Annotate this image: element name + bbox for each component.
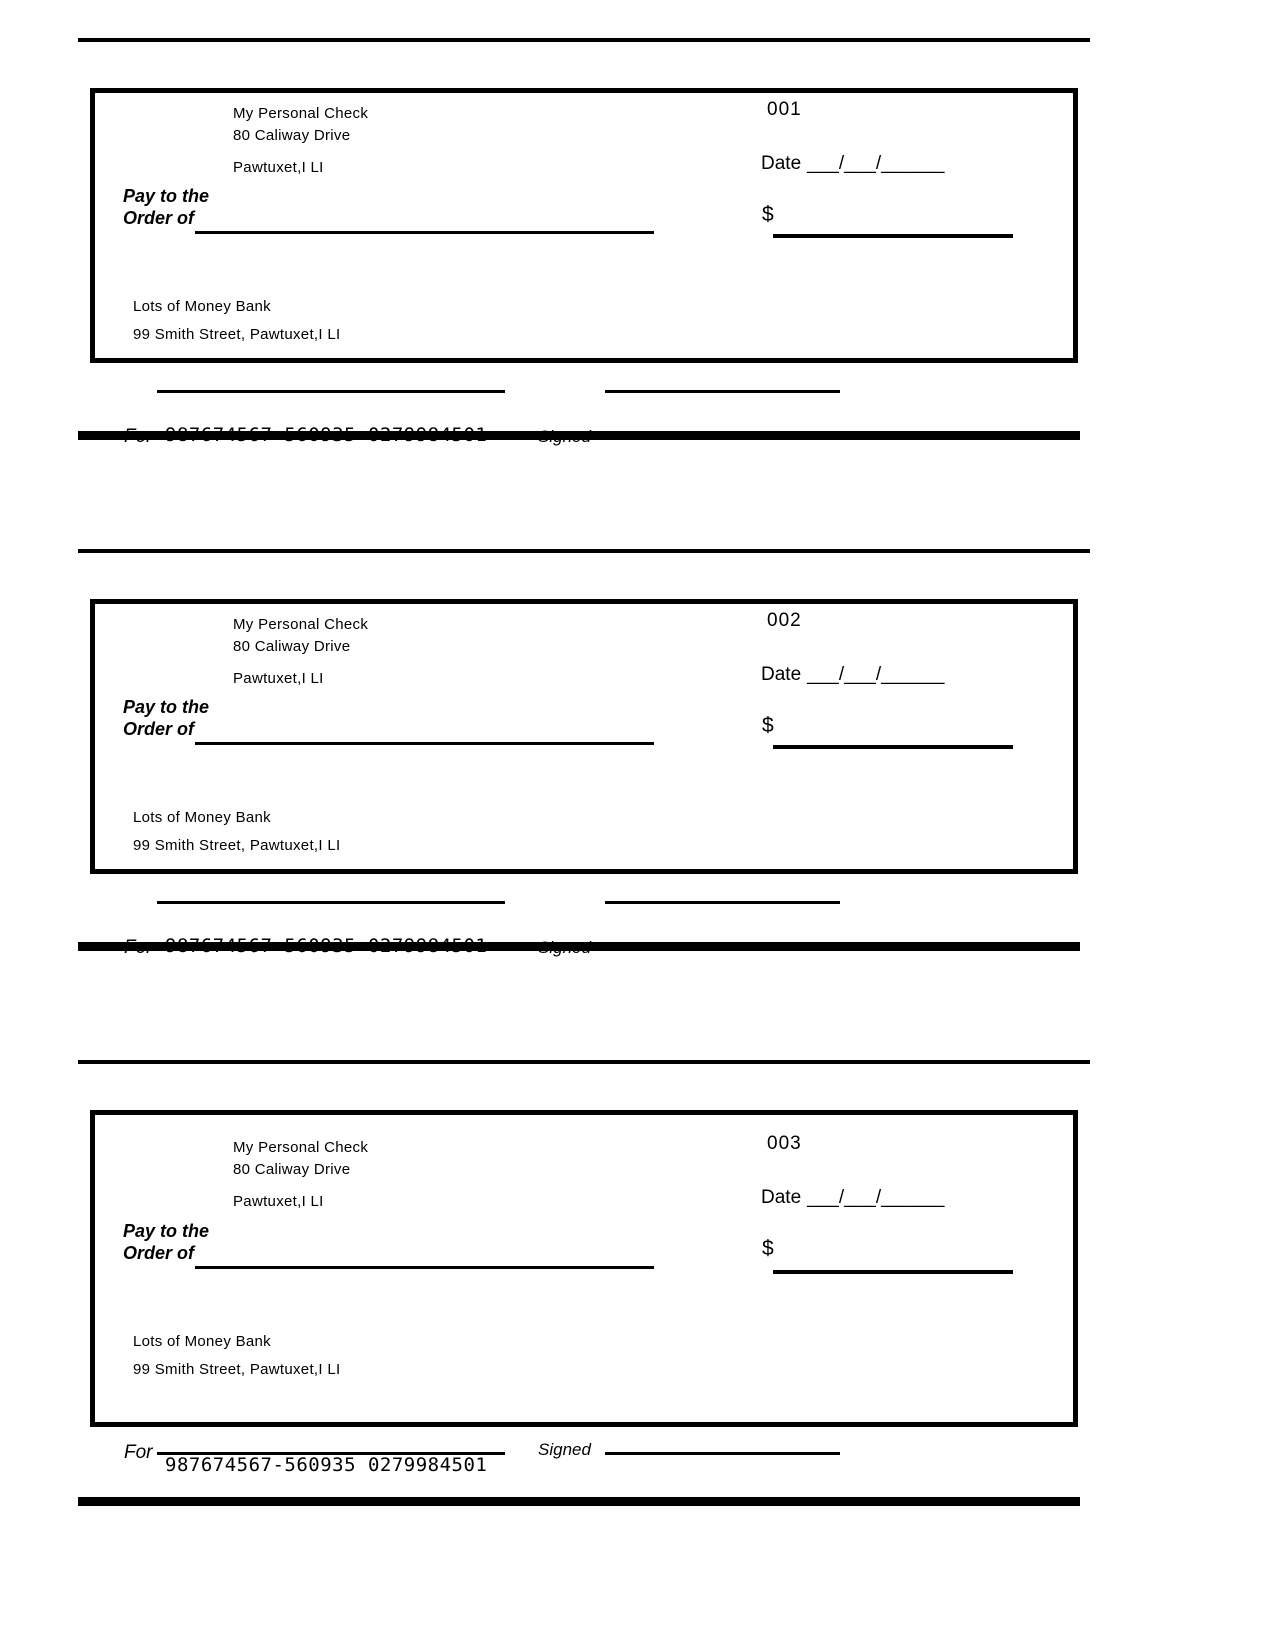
check-bottom-rule [78,431,1080,440]
pay-to-line2: Order of [123,719,195,739]
pay-to-the-order-of-label [123,696,209,740]
dollar-sign: $ [762,1237,774,1260]
date-field[interactable] [761,664,945,686]
pay-to-the-order-of-label [123,1220,209,1264]
payee-input-line[interactable] [195,1266,654,1269]
pay-to-line2: Order of [123,208,195,228]
signature-input-line[interactable] [605,1452,840,1455]
bank-address: 99 Smith Street, Pawtuxet,I LI [133,837,341,854]
signature-input-line[interactable] [605,390,840,393]
for-label: For [124,1442,153,1463]
payer-address-line2: Pawtuxet,I LI [233,1193,324,1210]
pay-to-line2: Order of [123,1243,195,1263]
pay-to-line1: Pay to the [123,1221,210,1241]
date-blank[interactable]: ___/___/______ [807,153,945,174]
check-top-rule [78,1060,1090,1064]
payer-address-line2: Pawtuxet,I LI [233,670,324,687]
payer-name: My Personal Check [233,616,369,633]
amount-input-line[interactable] [773,745,1013,749]
date-label: Date [761,1187,802,1208]
payer-name: My Personal Check [233,105,369,122]
memo-input-line[interactable] [157,390,505,393]
payer-address-line2: Pawtuxet,I LI [233,159,324,176]
date-blank[interactable]: ___/___/______ [807,664,945,685]
bank-name: Lots of Money Bank [133,298,271,315]
check-number: 003 [767,1133,802,1154]
bank-name: Lots of Money Bank [133,1333,271,1350]
payer-address-line1: 80 Caliway Drive [233,638,351,655]
bank-name: Lots of Money Bank [133,809,271,826]
dollar-sign: $ [762,203,774,226]
bank-address: 99 Smith Street, Pawtuxet,I LI [133,326,341,343]
amount-input-line[interactable] [773,234,1013,238]
payee-input-line[interactable] [195,231,654,234]
amount-input-line[interactable] [773,1270,1013,1274]
pay-to-line1: Pay to the [123,697,210,717]
check-003 [90,1110,1078,1476]
pay-to-the-order-of-label [123,185,209,229]
date-blank[interactable]: ___/___/______ [807,1187,945,1208]
check-number: 002 [767,610,802,631]
date-field[interactable] [761,153,945,175]
date-label: Date [761,664,802,685]
check-top-rule [78,549,1090,553]
check-top-rule [78,38,1090,42]
payer-address-line1: 80 Caliway Drive [233,1161,351,1178]
check-bottom-rule [78,942,1080,951]
check-bottom-rule [78,1497,1080,1506]
pay-to-line1: Pay to the [123,186,210,206]
micr-line: 987674567-560935 0279984501 [165,1454,488,1476]
dollar-sign: $ [762,714,774,737]
signed-label: Signed [538,1440,591,1459]
signature-input-line[interactable] [605,901,840,904]
check-001 [90,88,1078,363]
memo-input-line[interactable] [157,901,505,904]
payee-input-line[interactable] [195,742,654,745]
bank-address: 99 Smith Street, Pawtuxet,I LI [133,1361,341,1378]
date-field[interactable] [761,1187,945,1209]
check-002 [90,599,1078,874]
payer-name: My Personal Check [233,1139,369,1156]
payer-address-line1: 80 Caliway Drive [233,127,351,144]
date-label: Date [761,153,802,174]
check-number: 001 [767,99,802,120]
